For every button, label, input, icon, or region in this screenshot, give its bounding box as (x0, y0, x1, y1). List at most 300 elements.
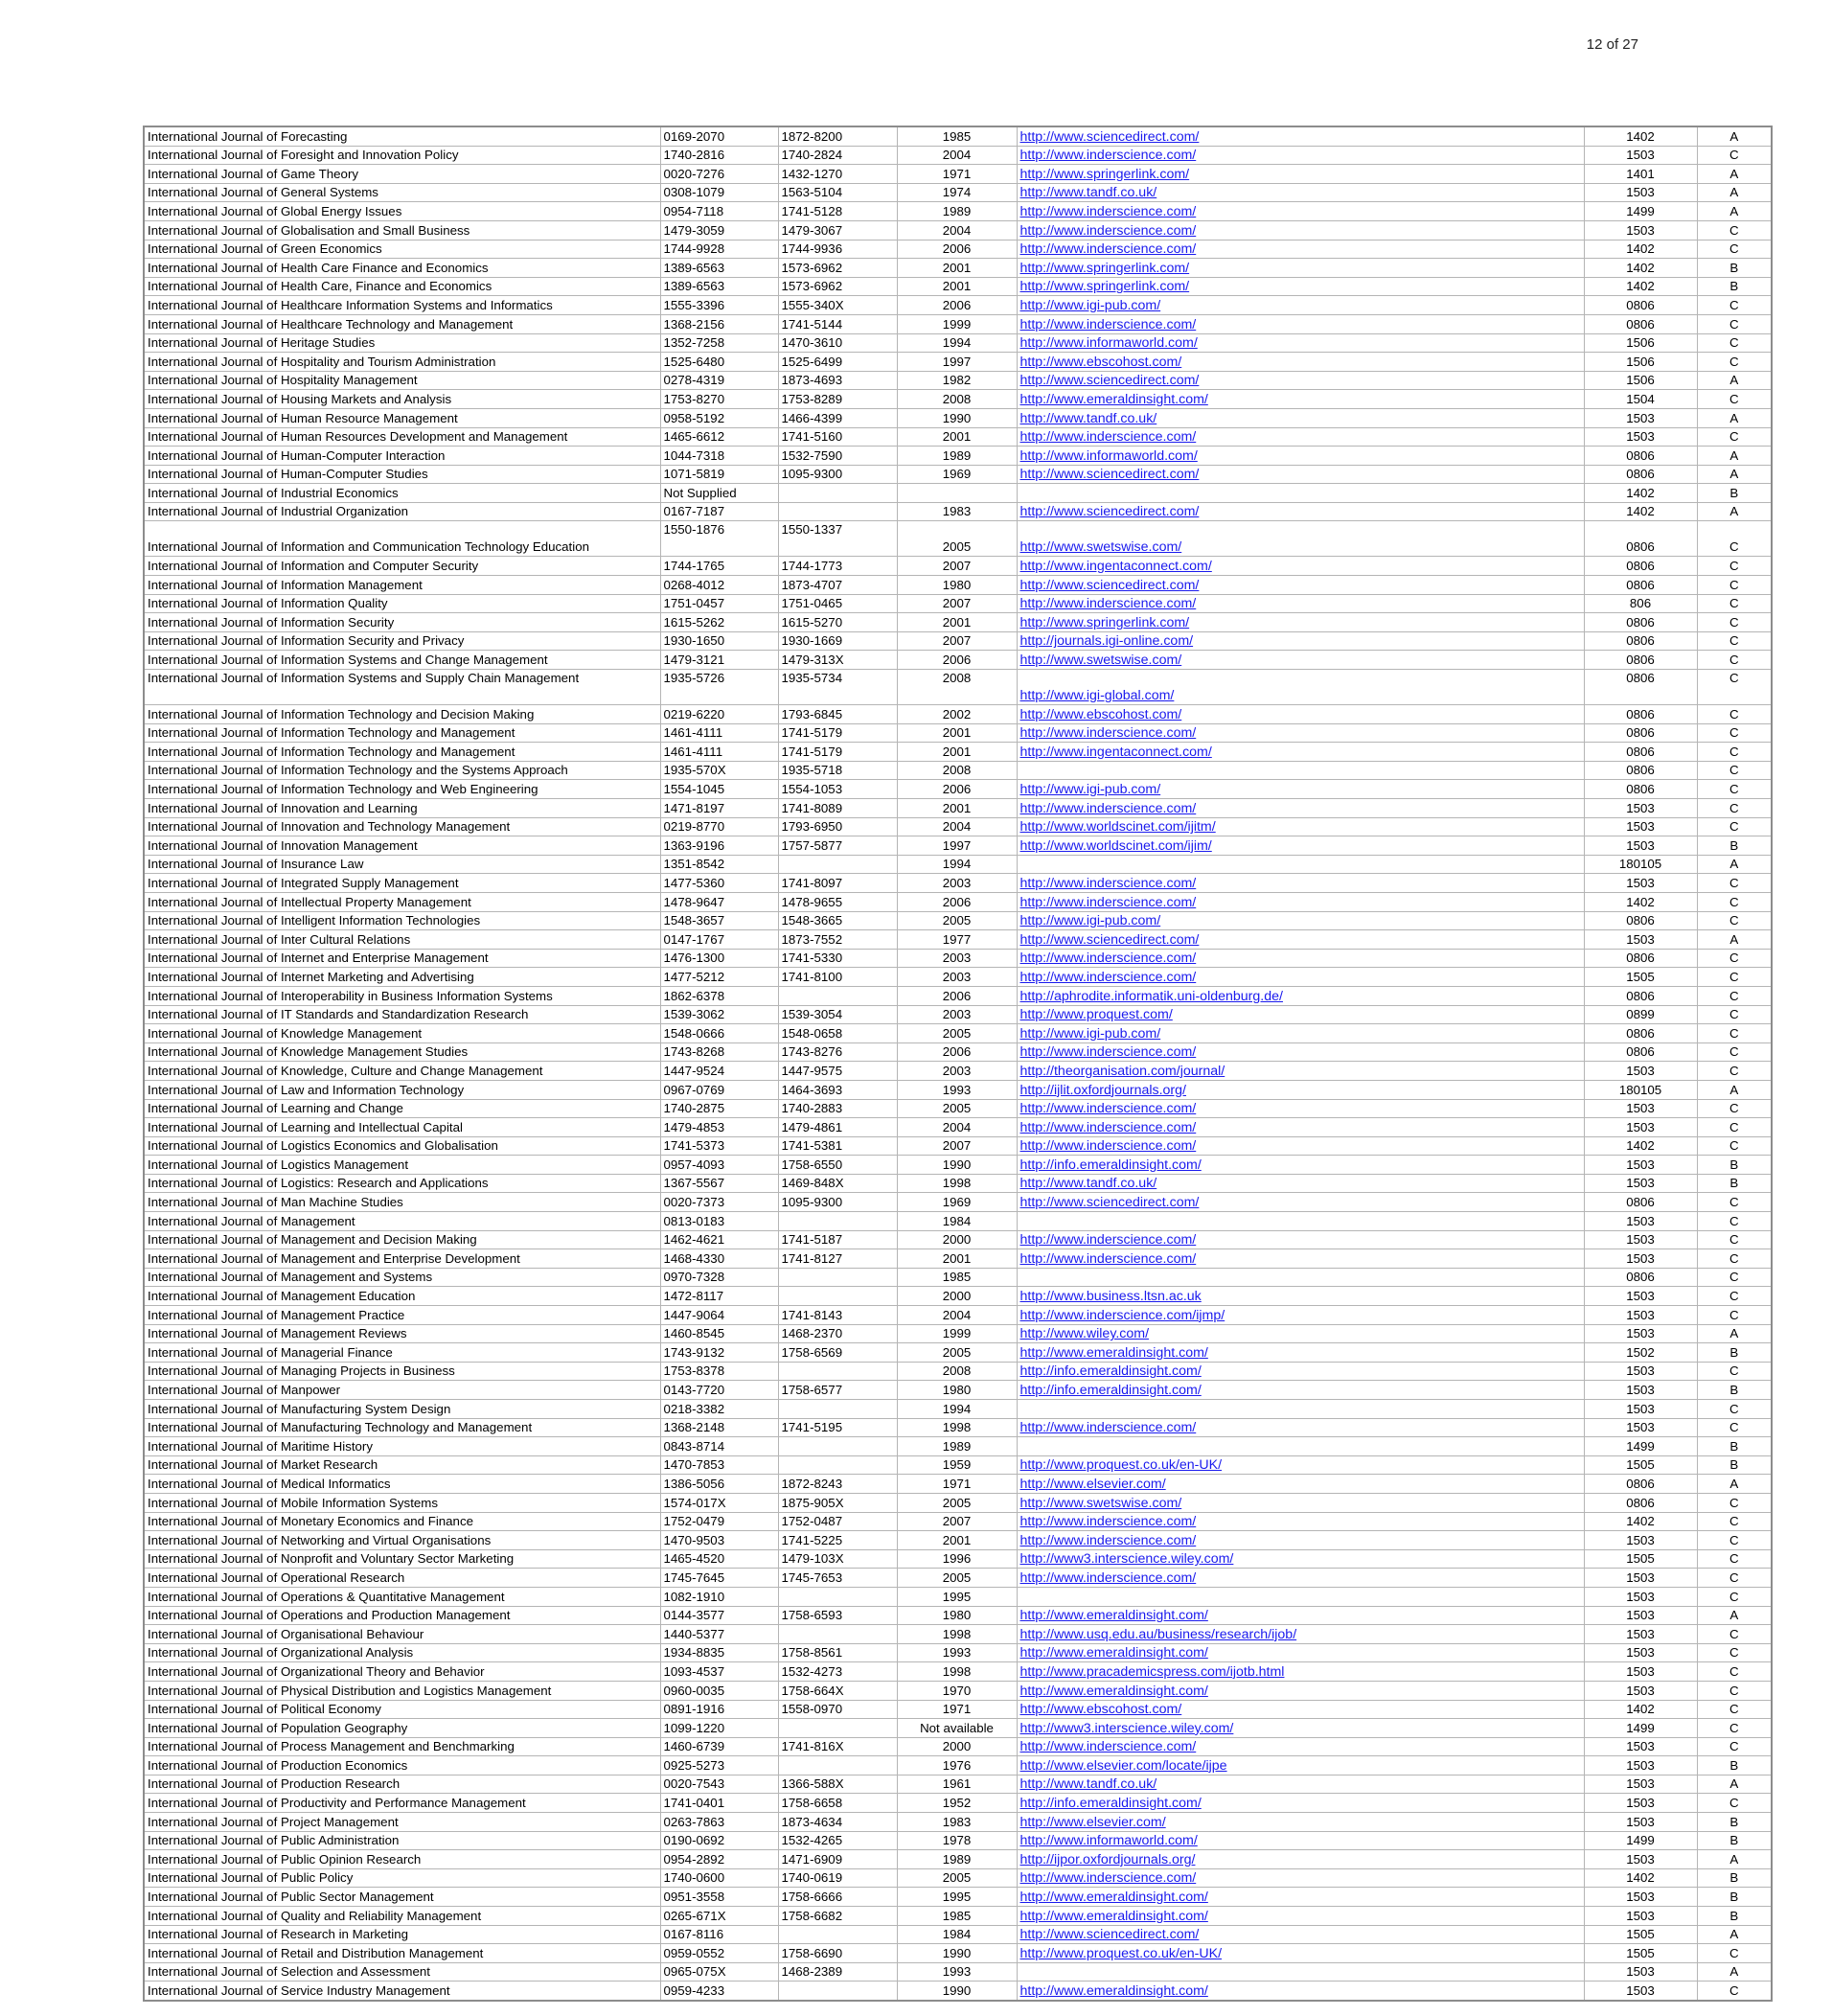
journal-link[interactable]: http://www.informaworld.com/ (1019, 447, 1198, 464)
rating-cell (1697, 1005, 1772, 1024)
journal-link[interactable]: http://www.sciencedirect.com/ (1019, 128, 1200, 145)
eissn-cell (778, 314, 897, 333)
eissn-cell (778, 1737, 897, 1756)
rating: A (1729, 1476, 1739, 1491)
journal-link[interactable]: http://www.inderscience.com/ (1019, 1250, 1197, 1267)
journal-link[interactable]: http://www.emeraldinsight.com/ (1019, 391, 1208, 407)
journal-name-cell (144, 1042, 660, 1062)
journal-link[interactable]: http://www.inderscience.com/ (1019, 875, 1197, 891)
issn: 1477-5212 (663, 969, 725, 984)
issn: 0169-2070 (663, 128, 725, 144)
journal-link[interactable]: http://www.ingentaconnect.com/ (1019, 744, 1212, 760)
journal-link[interactable]: http://www.igi-pub.com/ (1019, 782, 1161, 797)
for-code: 0806 (1626, 1195, 1655, 1210)
start-year: 1996 (942, 1551, 972, 1567)
issn-cell (660, 705, 778, 724)
rating: C (1729, 577, 1739, 592)
start-year: 1995 (942, 1890, 972, 1905)
journal-name-cell (144, 1343, 660, 1363)
rating: C (1729, 297, 1739, 312)
journal-link[interactable]: http://www.inderscience.com/ (1019, 596, 1197, 612)
rating: B (1729, 1438, 1739, 1454)
journal-link[interactable]: http://www.elsevier.com/ (1019, 1814, 1166, 1830)
for-code-cell (1584, 1174, 1697, 1193)
start-year-cell (897, 447, 1017, 466)
start-year-cell (897, 761, 1017, 780)
journal-name: International Journal of Information Security and Privacy (148, 633, 465, 649)
start-year: 1971 (942, 166, 972, 181)
issn-cell (660, 1475, 778, 1494)
eissn: 1741-5195 (781, 1420, 843, 1435)
start-year: 1971 (942, 1702, 972, 1717)
journal-link[interactable]: http://www.tandf.co.uk/ (1019, 1176, 1157, 1192)
journal-link[interactable]: http://ijpor.oxfordjournals.org/ (1019, 1851, 1196, 1867)
eissn: 1741-8143 (781, 1307, 843, 1322)
eissn: 1741-8097 (781, 875, 843, 890)
journal-url-cell (1017, 1418, 1584, 1437)
journal-name: International Journal of Innovation and Technology Management (148, 819, 511, 835)
journal-link[interactable]: http://www.igi-pub.com/ (1019, 297, 1161, 313)
table-row (144, 427, 1772, 447)
journal-link[interactable]: http://ijlit.oxfordjournals.org/ (1019, 1082, 1186, 1098)
journal-link[interactable]: http://www.inderscience.com/ (1019, 1119, 1197, 1135)
journal-url-cell (1017, 594, 1584, 613)
journal-link[interactable]: http://www.tandf.co.uk/ (1019, 410, 1157, 426)
table-row (144, 874, 1772, 893)
issn: 0020-7373 (663, 1195, 725, 1210)
journal-link[interactable]: http://www.ebscohost.com/ (1019, 1702, 1182, 1718)
eissn: 1554-1053 (781, 782, 843, 796)
for-code: 1402 (1626, 1138, 1655, 1154)
rating: C (1729, 1138, 1739, 1154)
for-code-cell (1584, 1606, 1697, 1625)
rating-cell (1697, 1212, 1772, 1231)
eissn-cell (778, 202, 897, 221)
rating: C (1729, 335, 1739, 351)
rating: B (1729, 279, 1739, 294)
rating: C (1729, 539, 1739, 555)
issn: 1461-4111 (663, 744, 723, 759)
issn-cell (660, 1249, 778, 1269)
for-code-cell (1584, 1343, 1697, 1363)
journal-link[interactable]: http://www.emeraldinsight.com/ (1019, 1344, 1208, 1361)
issn: 1099-1220 (663, 1720, 725, 1735)
rating-cell (1697, 353, 1772, 372)
journal-url-cell (1017, 1606, 1584, 1625)
start-year: 2001 (942, 1532, 972, 1547)
issn: 0144-3577 (663, 1608, 725, 1623)
rating-cell (1697, 855, 1772, 874)
journal-link[interactable]: http://www.tandf.co.uk/ (1019, 185, 1157, 201)
journal-link[interactable]: http://www.worldscinet.com/ijitm/ (1019, 819, 1216, 836)
for-code-cell (1584, 220, 1697, 240)
journal-name: International Journal of Foresight and Innovation Policy (148, 148, 459, 163)
journal-name: International Journal of Public Opinion Research (148, 1851, 422, 1867)
for-code: 1402 (1626, 1870, 1655, 1886)
journal-link[interactable]: http://www.inderscience.com/ (1019, 969, 1197, 985)
table-row (144, 1005, 1772, 1024)
issn-cell (660, 1400, 778, 1419)
table-row (144, 202, 1772, 221)
issn: 1351-8542 (663, 857, 725, 872)
start-year: 1982 (942, 373, 972, 388)
eissn: 1758-6550 (781, 1157, 843, 1172)
journal-link[interactable]: http://www.emeraldinsight.com/ (1019, 1683, 1208, 1699)
journal-link[interactable]: http://www.inderscience.com/ (1019, 1232, 1197, 1249)
eissn-cell (778, 1381, 897, 1400)
rating: C (1729, 614, 1739, 630)
issn-cell (660, 1099, 778, 1118)
journal-link[interactable]: http://www.inderscience.com/ (1019, 800, 1197, 816)
table-row (144, 1437, 1772, 1456)
start-year-cell (897, 1418, 1017, 1437)
eissn-cell (778, 576, 897, 595)
eissn-cell (778, 1118, 897, 1137)
for-code-cell (1584, 1775, 1697, 1794)
journal-link[interactable]: http://www.springerlink.com/ (1019, 614, 1190, 630)
journal-name: International Journal of Quality and Reliability Management (148, 1908, 482, 1923)
journal-link[interactable]: http://www.usq.edu.au/business/research/ijob/ (1019, 1626, 1297, 1642)
journal-url-cell (1017, 1193, 1584, 1212)
rating: C (1729, 782, 1739, 796)
journal-link[interactable]: http://www.elsevier.com/ (1019, 1476, 1166, 1492)
for-code: 0806 (1626, 744, 1655, 759)
eissn: 1741-5330 (781, 951, 843, 966)
for-code: 1503 (1626, 1213, 1655, 1228)
rating: C (1729, 1514, 1739, 1529)
journal-link[interactable]: http://www3.interscience.wiley.com/ (1019, 1720, 1234, 1736)
journal-name: International Journal of Information Technology and Management (148, 744, 515, 759)
journal-url-cell (1017, 1268, 1584, 1287)
journal-name-cell (144, 892, 660, 911)
journal-link[interactable]: http://www.inderscience.com/ (1019, 1739, 1197, 1755)
journal-link[interactable]: http://www.swetswise.com/ (1019, 1495, 1182, 1511)
journal-name-cell (144, 1324, 660, 1343)
journal-name-cell (144, 557, 660, 576)
issn: 0308-1079 (663, 185, 725, 200)
journal-link[interactable]: http://www.ebscohost.com/ (1019, 706, 1182, 722)
journal-link[interactable]: http://www.business.ltsn.ac.uk (1019, 1289, 1202, 1305)
journal-link[interactable]: http://www.inderscience.com/ (1019, 222, 1197, 239)
issn: 1471-8197 (663, 800, 725, 815)
for-code: 1402 (1626, 504, 1655, 519)
journal-name: International Journal of Information Quality (148, 596, 388, 611)
journal-name-cell (144, 427, 660, 447)
rating-cell (1697, 1888, 1772, 1907)
journal-link[interactable]: http://www.sciencedirect.com/ (1019, 467, 1200, 483)
journal-name: International Journal of Physical Distribution and Logistics Management (148, 1683, 552, 1698)
journal-link[interactable]: http://www.inderscience.com/ (1019, 316, 1197, 332)
issn-cell (660, 333, 778, 353)
journal-link[interactable]: http://www.inderscience.com/ (1019, 1101, 1197, 1117)
table-row (144, 1982, 1772, 2001)
for-code-cell (1584, 557, 1697, 576)
journal-name-cell (144, 1907, 660, 1926)
rating: C (1729, 1983, 1739, 1998)
table-row (144, 651, 1772, 670)
journal-link[interactable]: http://www.proquest.co.uk/en-UK/ (1019, 1457, 1223, 1474)
start-year-cell (897, 1005, 1017, 1024)
rating: A (1729, 1927, 1739, 1942)
journal-name-cell (144, 670, 660, 705)
journal-link[interactable]: http://www.proquest.co.uk/en-UK/ (1019, 1945, 1223, 1961)
eissn: 1558-0970 (781, 1702, 843, 1717)
eissn-cell (778, 1024, 897, 1043)
start-year-cell (897, 892, 1017, 911)
journal-name: International Journal of Inter Cultural Relations (148, 931, 411, 947)
eissn-cell (778, 1549, 897, 1569)
journal-link[interactable]: http://www.inderscience.com/ (1019, 148, 1197, 164)
issn-cell (660, 670, 778, 705)
journal-link[interactable]: http://www.inderscience.com/ (1019, 1044, 1197, 1061)
rating-cell (1697, 1024, 1772, 1043)
journal-link[interactable]: http://www.informaworld.com/ (1019, 335, 1198, 352)
journal-name: International Journal of Operations and Production Management (148, 1608, 511, 1623)
rating-cell (1697, 1549, 1772, 1569)
start-year: 1985 (942, 1908, 972, 1923)
table-row (144, 1475, 1772, 1494)
for-code: 1503 (1626, 1757, 1655, 1773)
for-code-cell (1584, 761, 1697, 780)
rating-cell (1697, 1249, 1772, 1269)
journal-link[interactable]: http://www.ebscohost.com/ (1019, 354, 1182, 370)
start-year-cell (897, 1381, 1017, 1400)
rating: C (1729, 596, 1739, 611)
issn-cell (660, 259, 778, 278)
journal-link[interactable]: http://www3.interscience.wiley.com/ (1019, 1551, 1234, 1568)
rating: A (1729, 410, 1739, 425)
rating-cell (1697, 911, 1772, 930)
issn-cell (660, 202, 778, 221)
journal-name-cell (144, 874, 660, 893)
journal-link[interactable]: http://www.springerlink.com/ (1019, 260, 1190, 276)
rating-cell (1697, 1512, 1772, 1531)
for-code-cell (1584, 1287, 1697, 1306)
journal-name-cell (144, 1475, 660, 1494)
journal-name-cell (144, 502, 660, 521)
journal-link[interactable]: http://www.sciencedirect.com/ (1019, 504, 1200, 520)
for-code-cell (1584, 874, 1697, 893)
journal-link[interactable]: http://www.springerlink.com/ (1019, 166, 1190, 182)
rating-cell (1697, 502, 1772, 521)
issn-cell (660, 855, 778, 874)
start-year-cell (897, 1475, 1017, 1494)
for-code-cell (1584, 892, 1697, 911)
issn: 0020-7276 (663, 166, 725, 181)
eissn: 1873-4693 (781, 373, 843, 388)
journal-link[interactable]: http://www.sciencedirect.com/ (1019, 931, 1200, 948)
issn: 0970-7328 (663, 1270, 725, 1285)
start-year-cell (897, 1681, 1017, 1700)
journal-url-cell (1017, 705, 1584, 724)
journal-link[interactable]: http://www.inderscience.com/ (1019, 1532, 1197, 1548)
journal-link[interactable]: http://theorganisation.com/journal/ (1019, 1063, 1225, 1079)
rating: B (1729, 1757, 1739, 1773)
for-code-cell (1584, 1024, 1697, 1043)
journal-link[interactable]: http://www.igi-pub.com/ (1019, 1025, 1161, 1042)
journal-name-cell (144, 1888, 660, 1907)
rating-cell (1697, 576, 1772, 595)
journal-name: International Journal of Managerial Finance (148, 1344, 393, 1360)
journal-url-cell (1017, 220, 1584, 240)
journal-link[interactable]: http://www.proquest.com/ (1019, 1007, 1173, 1023)
journal-link[interactable]: http://www.sciencedirect.com/ (1019, 1927, 1200, 1943)
rating: B (1729, 1890, 1739, 1905)
eissn-cell (778, 1569, 897, 1588)
journal-link[interactable]: http://www.igi-pub.com/ (1019, 913, 1161, 929)
eissn-cell (778, 1287, 897, 1306)
start-year-cell (897, 1756, 1017, 1775)
journal-link[interactable]: http://www.inderscience.com/ (1019, 725, 1197, 742)
rating: C (1729, 222, 1739, 238)
issn: 0265-671X (663, 1908, 726, 1923)
journal-url-cell (1017, 1962, 1584, 1982)
journal-link[interactable]: http://www.emeraldinsight.com/ (1019, 1983, 1208, 1999)
eissn: 1757-5877 (781, 837, 843, 853)
for-code: 1503 (1626, 1890, 1655, 1905)
eissn-cell (778, 1794, 897, 1813)
start-year: 2004 (942, 1307, 972, 1322)
journal-link[interactable]: http://info.emeraldinsight.com/ (1019, 1157, 1202, 1173)
journal-link[interactable]: http://www.igi-global.com/ (1019, 688, 1175, 704)
journal-link[interactable]: http://www.swetswise.com/ (1019, 539, 1182, 556)
journal-link[interactable]: http://www.inderscience.com/ (1019, 1138, 1197, 1155)
journal-link[interactable]: http://info.emeraldinsight.com/ (1019, 1383, 1202, 1398)
journal-link[interactable]: http://www.springerlink.com/ (1019, 279, 1190, 295)
rating: C (1729, 763, 1739, 778)
eissn-cell (778, 911, 897, 930)
table-row (144, 1569, 1772, 1588)
rating-cell (1697, 1850, 1772, 1869)
start-year: 2003 (942, 1063, 972, 1078)
eissn-cell (778, 1868, 897, 1888)
eissn: 1872-8200 (781, 128, 843, 144)
journal-name: International Journal of IT Standards and Standardization Research (148, 1007, 529, 1022)
table-row (144, 594, 1772, 613)
rating-cell (1697, 1437, 1772, 1456)
journal-link[interactable]: http://info.emeraldinsight.com/ (1019, 1363, 1202, 1380)
rating-cell (1697, 1118, 1772, 1137)
journal-link[interactable]: http://www.ingentaconnect.com/ (1019, 559, 1212, 575)
eissn-cell (778, 1099, 897, 1118)
journal-name-cell (144, 1118, 660, 1137)
journal-link[interactable]: http://www.sciencedirect.com/ (1019, 577, 1200, 593)
issn-cell (660, 1455, 778, 1475)
rating-cell (1697, 1343, 1772, 1363)
eissn: 1758-6690 (781, 1945, 843, 1960)
journal-link[interactable]: http://www.sciencedirect.com/ (1019, 373, 1200, 389)
journal-link[interactable]: http://www.wiley.com/ (1019, 1326, 1150, 1342)
eissn: 1793-6950 (781, 819, 843, 835)
start-year: 1998 (942, 1663, 972, 1679)
journal-name-cell (144, 371, 660, 390)
journal-link[interactable]: http://www.emeraldinsight.com/ (1019, 1608, 1208, 1624)
journal-url-cell (1017, 874, 1584, 893)
issn: 1389-6563 (663, 279, 725, 294)
journal-link[interactable]: http://www.swetswise.com/ (1019, 653, 1182, 669)
journal-name-cell (144, 353, 660, 372)
issn-cell (660, 447, 778, 466)
journal-link[interactable]: http://www.sciencedirect.com/ (1019, 1195, 1200, 1211)
start-year-cell (897, 1662, 1017, 1682)
journal-link[interactable]: http://info.emeraldinsight.com/ (1019, 1796, 1202, 1812)
issn: 1934-8835 (663, 1645, 725, 1661)
table-row (144, 1925, 1772, 1944)
eissn: 1479-3067 (781, 222, 843, 238)
issn-cell (660, 1005, 778, 1024)
journal-link[interactable]: http://www.inderscience.com/ (1019, 203, 1197, 219)
eissn: 1741-5381 (781, 1138, 843, 1154)
journal-link[interactable]: http://www.emeraldinsight.com/ (1019, 1645, 1208, 1661)
journal-link[interactable]: http://www.inderscience.com/ (1019, 1569, 1197, 1586)
journal-link[interactable]: http://www.inderscience.com/ (1019, 894, 1197, 910)
for-code-cell (1584, 1193, 1697, 1212)
journal-name: International Journal of Internet and Enterprise Management (148, 951, 489, 966)
table-row (144, 968, 1772, 987)
journal-link[interactable]: http://www.inderscience.com/ (1019, 1420, 1197, 1436)
for-code-cell (1584, 333, 1697, 353)
journal-link[interactable]: http://www.informaworld.com/ (1019, 1833, 1198, 1849)
journal-name-cell (144, 484, 660, 503)
journal-link[interactable]: http://www.inderscience.com/ (1019, 951, 1197, 967)
rating-cell (1697, 1156, 1772, 1175)
eissn: 1741-5128 (781, 203, 843, 218)
table-row (144, 670, 1772, 705)
rating: C (1729, 559, 1739, 574)
eissn-cell (778, 949, 897, 968)
rating: C (1729, 1420, 1739, 1435)
journal-link[interactable]: http://www.inderscience.com/ijmp/ (1019, 1307, 1225, 1323)
journal-link[interactable]: http://www.inderscience.com/ (1019, 1870, 1197, 1887)
journal-link[interactable]: http://www.emeraldinsight.com/ (1019, 1890, 1208, 1906)
journal-link[interactable]: http://www.worldscinet.com/ijim/ (1019, 837, 1212, 854)
rating-cell (1697, 1868, 1772, 1888)
journal-name-cell (144, 202, 660, 221)
journal-name: International Journal of Manpower (148, 1383, 341, 1397)
journal-name: International Journal of Operational Research (148, 1569, 405, 1585)
journal-link[interactable]: http://aphrodite.informatik.uni-oldenburg.de/ (1019, 988, 1283, 1004)
rating: B (1729, 1157, 1739, 1172)
eissn-cell (778, 1925, 897, 1944)
journal-name: International Journal of Health Care, Finance and Economics (148, 279, 492, 294)
for-code: 1503 (1626, 1176, 1655, 1191)
journal-url-cell (1017, 780, 1584, 799)
journal-link[interactable]: http://www.emeraldinsight.com/ (1019, 1908, 1208, 1924)
journal-url-cell (1017, 447, 1584, 466)
journal-url-cell (1017, 427, 1584, 447)
issn: 1745-7645 (663, 1569, 725, 1585)
journal-link[interactable]: http://www.inderscience.com/ (1019, 429, 1197, 446)
rating: B (1729, 1344, 1739, 1360)
journal-link[interactable]: http://www.tandf.co.uk/ (1019, 1776, 1157, 1793)
journal-name-cell (144, 594, 660, 613)
issn: 1468-4330 (663, 1250, 725, 1266)
start-year: 1983 (942, 1814, 972, 1829)
journal-link[interactable]: http://www.pracademicspress.com/ijotb.html (1019, 1663, 1285, 1680)
start-year-cell (897, 1944, 1017, 1963)
eissn: 1479-103X (781, 1551, 844, 1567)
journal-link[interactable]: http://www.inderscience.com/ (1019, 241, 1197, 258)
eissn-cell (778, 1662, 897, 1682)
journal-link[interactable]: http://journals.igi-online.com/ (1019, 633, 1194, 650)
journal-link[interactable]: http://www.elsevier.com/locate/ijpe (1019, 1757, 1227, 1774)
journal-link[interactable]: http://www.inderscience.com/ (1019, 1514, 1197, 1530)
rating: C (1729, 819, 1739, 835)
table-row (144, 1418, 1772, 1437)
for-code-cell (1584, 1962, 1697, 1982)
journal-url-cell (1017, 390, 1584, 409)
table-row (144, 165, 1772, 184)
